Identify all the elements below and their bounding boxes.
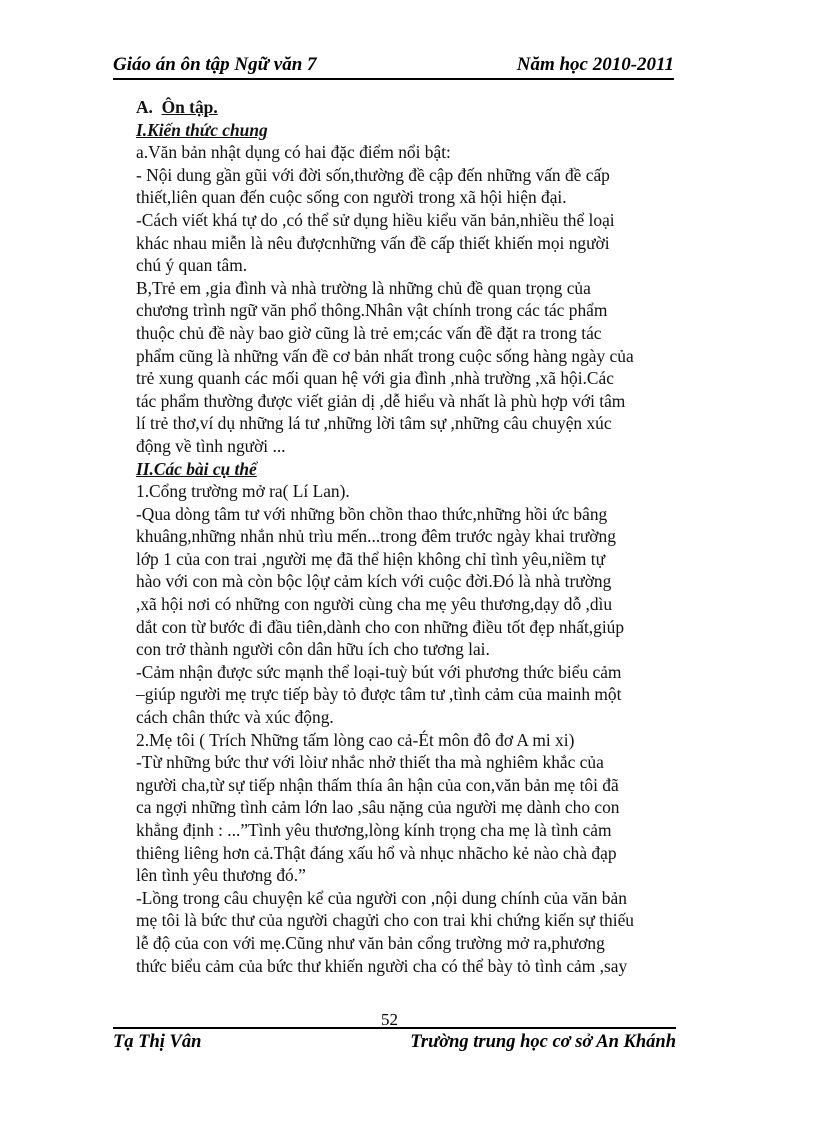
text-line: dắt con từ bước đi đầu tiên,dành cho con những điều tốt đẹp nhất,giúp xyxy=(136,616,625,637)
text-line: thức biểu cảm của bức thư khiến người cha có thể bày tỏ tình cảm ,say xyxy=(136,955,628,976)
text-line: tác phẩm thường được viết giản dị ,dễ hiểu và nhất là phù hợp với tâm xyxy=(136,390,626,411)
text-line: phẩm cũng là những vấn đề cơ bản nhất trong cuộc sống hàng ngày của xyxy=(136,345,634,366)
text-line: 2.Mẹ tôi ( Trích Những tấm lòng cao cả-Ét môn đô đơ A mi xi) xyxy=(136,729,575,750)
text-line: ,xã hội nơi có những con người cùng cha mẹ yêu thương,dạy dỗ ,dìu xyxy=(136,594,613,615)
text-line: thiêng liêng hơn cả.Thật đáng xấu hổ và nhục nhãcho kẻ nào chà đạp xyxy=(136,842,617,863)
text-line: chương trình ngữ văn phổ thông.Nhân vật chính trong các tác phẩm xyxy=(136,300,608,321)
text-line: 1.Cổng trường mở ra( Lí Lan). xyxy=(136,481,350,502)
footer-author: Tạ Thị Vân xyxy=(113,1032,202,1052)
text-line: mẹ tôi là bức thư của người chagửi cho con trai khi chứng kiến sự thiếu xyxy=(136,910,634,931)
section-a-number: A. xyxy=(136,97,153,117)
text-line: khác nhau miễn là nêu đượcnhững vấn đề cấp thiết khiến mọi người xyxy=(136,232,610,253)
header-course-title: Giáo án ôn tập Ngữ văn 7 xyxy=(113,54,317,75)
text-line: cách chân thức và xúc động. xyxy=(136,707,334,728)
page-number: 52 xyxy=(381,1010,398,1029)
text-line: a.Văn bản nhật dụng có hai đặc điểm nổi bật: xyxy=(136,142,451,163)
header-school-year: Năm học 2010-2011 xyxy=(516,54,674,75)
text-line: -Cảm nhận được sức mạnh thể loại-tuỳ bút với phương thức biểu cảm xyxy=(136,661,622,682)
section-2-heading: II.Các bài cụ thể xyxy=(136,458,257,479)
text-line: chú ý quan tâm. xyxy=(136,255,248,276)
text-line: con trở thành người côn dân hữu ích cho tương lai. xyxy=(136,639,490,660)
text-line: ca ngợi những tình cảm lớn lao ,sâu nặng của người mẹ dành cho con xyxy=(136,797,620,818)
text-line: -Qua dòng tâm tư với những bồn chồn thao thức,những hồi ức bâng xyxy=(136,503,608,524)
page-header xyxy=(113,52,674,80)
section-a-heading xyxy=(136,96,676,119)
text-line: thiết,liên quan đến cuộc sống con người trong xã hội hiện đại. xyxy=(136,187,567,208)
text-line: khẳng định : ...”Tình yêu thương,lòng kính trọng cha mẹ là tình cảm xyxy=(136,820,612,840)
text-line: -Cách viết khá tự do ,có thể sử dụng hiều kiểu văn bản,nhiều thể loại xyxy=(136,209,615,230)
section-a-label: Ôn tập. xyxy=(161,97,218,117)
text-line: lí trẻ thơ,ví dụ những lá tư ,những lời tâm sự ,những câu chuyện xúc xyxy=(136,413,612,434)
section-1-heading: I.Kiến thức chung xyxy=(136,119,268,140)
text-line: lớp 1 của con trai ,người mẹ đã thể hiện không chỉ tình yêu,niềm tự xyxy=(136,548,606,569)
section-1-text xyxy=(136,141,676,457)
text-line: lên tình yêu thương đó.” xyxy=(136,865,306,886)
footer-school: Trường trung học cơ sở An Khánh xyxy=(410,1032,676,1052)
text-line: lễ độ của con với mẹ.Cũng như văn bản cổng trường mở ra,phương xyxy=(136,932,605,953)
text-line: hào với con mà còn bộc lộự cảm kích với cuộc đời.Đó là nhà trường xyxy=(136,571,612,592)
text-line: khuâng,những nhắn nhủ trìu mến...trong đêm trước ngày khai trường xyxy=(136,526,616,547)
text-line: - Nội dung gần gũi với đời sốn,thường đề cập đến những vấn đề cấp xyxy=(136,164,610,185)
text-line: -Lồng trong câu chuyện kể của người con ,nội dung chính của văn bản xyxy=(136,887,627,908)
section-2-text xyxy=(136,480,676,977)
text-line: động về tình người ... xyxy=(136,435,286,456)
text-line: -Từ những bức thư với lòiư nhắc nhở thiết tha mà nghiêm khắc của xyxy=(136,752,604,773)
text-line: thuộc chủ đề này bao giờ cũng là trẻ em;các vấn đề đặt ra trong tác xyxy=(136,322,602,343)
text-line: người cha,từ sự tiếp nhận thấm thía ân hận của con,văn bản mẹ tôi đã xyxy=(136,774,619,795)
document-body xyxy=(136,96,676,977)
text-line: –giúp người mẹ trực tiếp bày tỏ được tâm tư ,tình cảm của mainh một xyxy=(136,684,622,705)
text-line: B,Trẻ em ,gia đình và nhà trường là những chủ đề quan trọng của xyxy=(136,277,591,298)
text-line: trẻ xung quanh các mối quan hệ với gia đình ,nhà trường ,xã hội.Các xyxy=(136,368,614,389)
page-footer xyxy=(113,1027,676,1055)
